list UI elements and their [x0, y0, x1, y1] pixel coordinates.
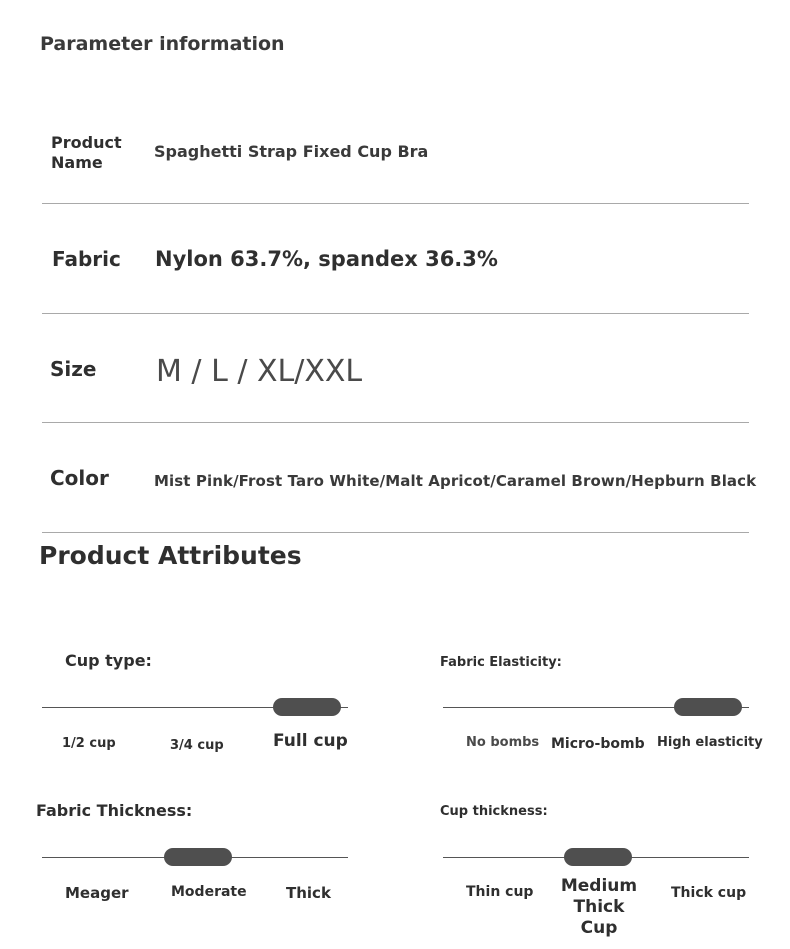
- divider: [42, 422, 749, 423]
- selected-indicator: [564, 848, 632, 866]
- parameter-section-title: Parameter information: [40, 33, 285, 55]
- attributes-section-title: Product Attributes: [39, 541, 302, 570]
- divider: [42, 203, 749, 204]
- scale-option: 3/4 cup: [170, 738, 224, 753]
- scale-option: No bombs: [466, 735, 540, 750]
- param-label-product-name: Product Name: [51, 133, 122, 172]
- divider: [42, 313, 749, 314]
- scale-option-selected: Moderate: [171, 884, 247, 900]
- scale-option: Thick cup: [671, 885, 747, 901]
- scale-option: Meager: [65, 884, 129, 902]
- scale-option: Thin cup: [466, 884, 534, 900]
- attribute-label-fabric-thickness: Fabric Thickness:: [36, 801, 193, 820]
- param-value-product-name: Spaghetti Strap Fixed Cup Bra: [154, 142, 429, 161]
- scale-option: Micro-bomb: [551, 736, 645, 752]
- selected-indicator: [164, 848, 232, 866]
- scale-option-selected: Full cup: [273, 731, 348, 751]
- attribute-label-fabric-elasticity: Fabric Elasticity:: [440, 655, 562, 670]
- param-label-size: Size: [50, 357, 97, 381]
- param-value-size: M / L / XL/XXL: [156, 354, 363, 389]
- attribute-label-cup-type: Cup type:: [65, 651, 152, 670]
- attribute-label-cup-thickness: Cup thickness:: [440, 804, 548, 819]
- param-value-color: Mist Pink/Frost Taro White/Malt Apricot/Caramel Brown/Hepburn Black: [154, 472, 757, 490]
- param-label-color: Color: [50, 466, 109, 490]
- scale-option-selected: Medium Thick Cup: [560, 876, 638, 938]
- param-label-fabric: Fabric: [52, 247, 121, 271]
- scale-option: 1/2 cup: [62, 736, 116, 751]
- selected-indicator: [674, 698, 742, 716]
- param-value-fabric: Nylon 63.7%, spandex 36.3%: [155, 247, 498, 271]
- selected-indicator: [273, 698, 341, 716]
- scale-option: Thick: [286, 884, 331, 902]
- divider: [42, 532, 749, 533]
- scale-option-selected: High elasticity: [657, 735, 763, 750]
